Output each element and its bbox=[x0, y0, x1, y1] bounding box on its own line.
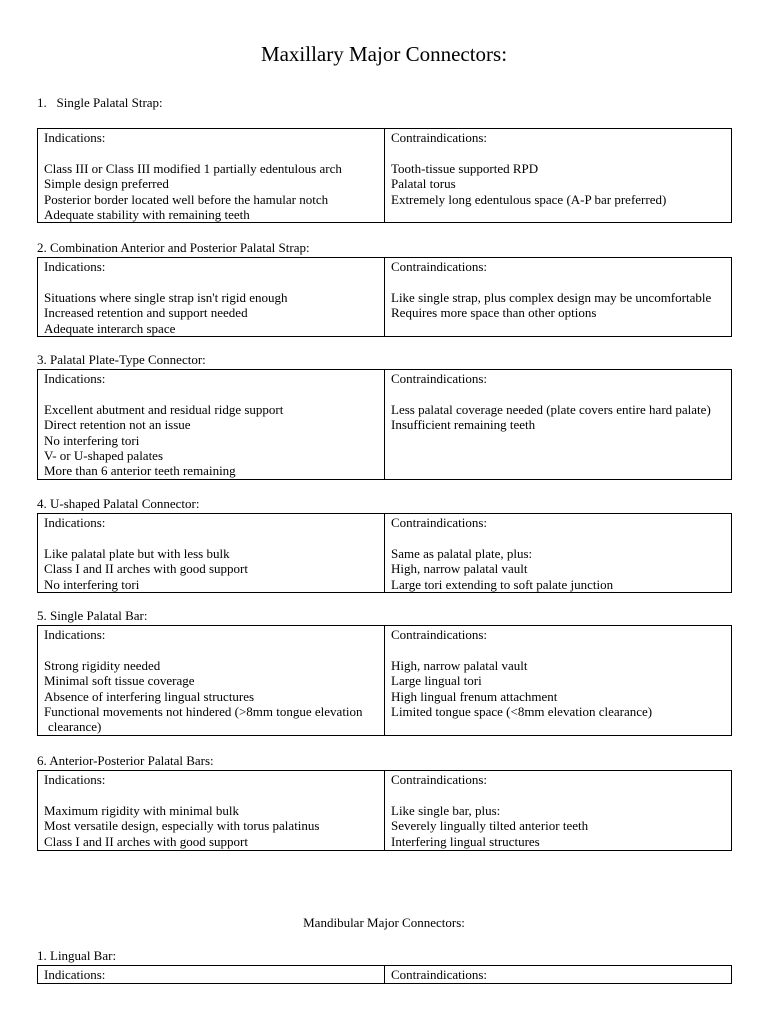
table-row bbox=[38, 129, 732, 223]
table-single-palatal-strap bbox=[37, 128, 732, 223]
section-heading-single-palatal-bar: 5. Single Palatal Bar: bbox=[37, 608, 148, 623]
contraindications-cell bbox=[385, 771, 732, 851]
indication-item: Adequate interarch space bbox=[44, 320, 176, 336]
table-row bbox=[38, 514, 732, 593]
section-heading-palatal-plate: 3. Palatal Plate-Type Connector: bbox=[37, 352, 206, 367]
table-u-shaped-connector bbox=[37, 513, 732, 593]
contraindication-item: Large lingual tori bbox=[391, 673, 482, 689]
indications-label: Indications: bbox=[44, 371, 106, 386]
indication-item: Increased retention and support needed bbox=[44, 305, 248, 321]
indication-item: Class I and II arches with good support bbox=[44, 561, 248, 577]
indications-cell bbox=[38, 514, 385, 593]
contraindication-item: Severely lingually tilted anterior teeth bbox=[391, 818, 589, 834]
contraindication-item: Less palatal coverage needed (plate covers entire hard palate) bbox=[391, 401, 711, 417]
contraindications-label: Contraindications: bbox=[391, 259, 488, 274]
contraindication-item: Large tori extending to soft palate junction bbox=[391, 576, 614, 592]
contraindications-cell bbox=[385, 514, 732, 593]
contraindications-cell bbox=[385, 258, 732, 337]
contraindication-item: High, narrow palatal vault bbox=[391, 657, 528, 673]
indication-item: Like palatal plate but with less bulk bbox=[44, 545, 230, 561]
table-row bbox=[38, 771, 732, 851]
contraindication-item: Like single bar, plus: bbox=[391, 802, 501, 818]
indication-item: Maximum rigidity with minimal bulk bbox=[44, 802, 239, 818]
indications-label: Indications: bbox=[44, 627, 106, 642]
indications-cell bbox=[38, 771, 385, 851]
indications-cell bbox=[38, 370, 385, 480]
contraindication-item: High, narrow palatal vault bbox=[391, 561, 528, 577]
table-row bbox=[38, 966, 732, 984]
table-anterior-posterior-bars bbox=[37, 770, 732, 851]
contraindication-item: Like single strap, plus complex design may be uncomfortable bbox=[391, 289, 712, 305]
contraindications-cell bbox=[385, 626, 732, 736]
indications-label: Indications: bbox=[44, 259, 106, 274]
indication-item: Most versatile design, especially with torus palatinus bbox=[44, 818, 320, 834]
indications-label: Indications: bbox=[44, 772, 106, 787]
contraindication-item: Limited tongue space (<8mm elevation clearance) bbox=[391, 704, 653, 720]
indication-item: Strong rigidity needed bbox=[44, 657, 161, 673]
indication-item: Class III or Class III modified 1 partially edentulous arch bbox=[44, 160, 342, 176]
mandibular-heading: Mandibular Major Connectors: bbox=[303, 915, 465, 930]
indications-label: Indications: bbox=[44, 130, 106, 145]
indication-item: No interfering tori bbox=[44, 576, 140, 592]
table-row bbox=[38, 626, 732, 736]
contraindications-label: Contraindications: bbox=[391, 627, 488, 642]
table-combination-strap bbox=[37, 257, 732, 337]
table-lingual-bar bbox=[37, 965, 732, 984]
indications-cell bbox=[38, 129, 385, 223]
contraindications-label: Contraindications: bbox=[391, 515, 488, 530]
section-heading-combination-strap: 2. Combination Anterior and Posterior Palatal Strap: bbox=[37, 240, 310, 255]
indication-item: Minimal soft tissue coverage bbox=[44, 673, 195, 689]
contraindications-label: Contraindications: bbox=[391, 967, 488, 982]
contraindications-label: Contraindications: bbox=[391, 371, 488, 386]
contraindication-item: Requires more space than other options bbox=[391, 305, 597, 321]
indication-item: Direct retention not an issue bbox=[44, 417, 191, 433]
section-heading-lingual-bar: 1. Lingual Bar: bbox=[37, 948, 117, 963]
contraindication-item: Palatal torus bbox=[391, 176, 456, 192]
section-heading-single-palatal-strap: 1. Single Palatal Strap: bbox=[37, 95, 163, 110]
table-single-palatal-bar bbox=[37, 625, 732, 736]
contraindication-item: Insufficient remaining teeth bbox=[391, 417, 536, 433]
indication-item: Posterior border located well before the hamular notch bbox=[44, 191, 329, 207]
table-row bbox=[38, 370, 732, 480]
contraindication-item: High lingual frenum attachment bbox=[391, 688, 558, 704]
contraindications-cell bbox=[385, 370, 732, 480]
indication-item: Excellent abutment and residual ridge support bbox=[44, 401, 284, 417]
indication-item: Situations where single strap isn't rigid enough bbox=[44, 289, 288, 305]
indication-item: V- or U-shaped palates bbox=[44, 448, 164, 464]
indications-cell bbox=[38, 966, 385, 984]
indication-item: Functional movements not hindered (>8mm tongue elevation clearance) bbox=[44, 704, 363, 735]
indication-item: Absence of interfering lingual structures bbox=[44, 688, 255, 704]
indications-label: Indications: bbox=[44, 967, 106, 982]
contraindication-item: Interfering lingual structures bbox=[391, 833, 540, 849]
contraindications-cell bbox=[385, 129, 732, 223]
page-title: Maxillary Major Connectors: bbox=[260, 42, 508, 66]
contraindication-item: Extremely long edentulous space (A-P bar preferred) bbox=[391, 191, 667, 207]
contraindications-cell bbox=[385, 966, 732, 984]
indications-cell bbox=[38, 626, 385, 736]
indications-label: Indications: bbox=[44, 515, 106, 530]
table-row bbox=[38, 258, 732, 337]
indication-item: Simple design preferred bbox=[44, 176, 169, 192]
indication-item: More than 6 anterior teeth remaining bbox=[44, 463, 236, 479]
section-heading-anterior-posterior-bars: 6. Anterior-Posterior Palatal Bars: bbox=[37, 753, 214, 768]
indication-item: Adequate stability with remaining teeth bbox=[44, 207, 250, 223]
indication-item: Class I and II arches with good support bbox=[44, 833, 248, 849]
contraindications-label: Contraindications: bbox=[391, 130, 488, 145]
contraindication-item: Tooth-tissue supported RPD bbox=[391, 160, 539, 176]
section-heading-u-shaped-connector: 4. U-shaped Palatal Connector: bbox=[37, 496, 200, 511]
indication-item: No interfering tori bbox=[44, 432, 140, 448]
contraindications-label: Contraindications: bbox=[391, 772, 488, 787]
contraindication-item: Same as palatal plate, plus: bbox=[391, 545, 533, 561]
table-palatal-plate bbox=[37, 369, 732, 480]
indications-cell bbox=[38, 258, 385, 337]
